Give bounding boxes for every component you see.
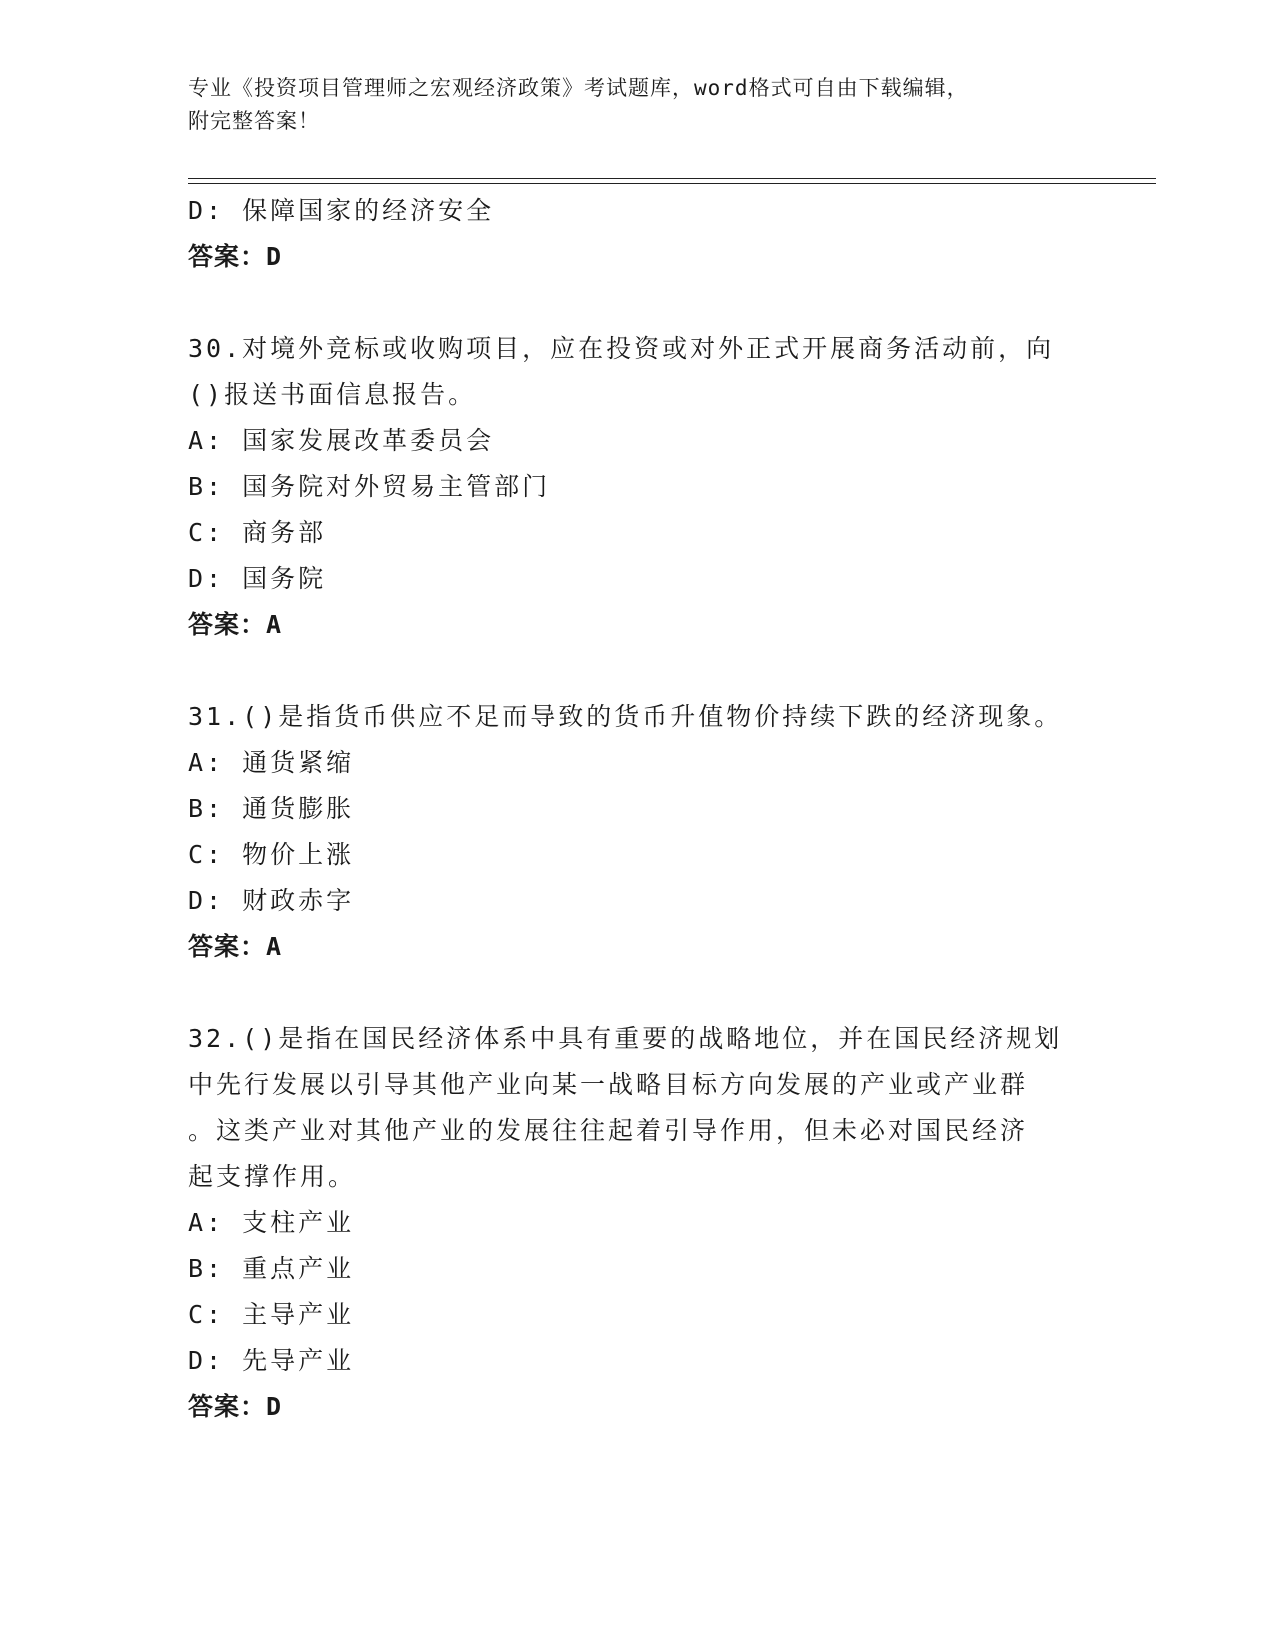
question-29-tail [188,188,1088,280]
header-line-2: 附完整答案！ [188,109,320,133]
option-d: D: 保障国家的经济安全 [188,196,495,225]
question-stem: 起支撑作用。 [188,1162,357,1191]
question-stem: 32.()是指在国民经济体系中具有重要的战略地位，并在国民经济规划 [188,1024,1063,1053]
option-b: B: 通货膨胀 [188,794,355,823]
question-content [188,188,1088,1430]
question-32 [188,1016,1088,1430]
question-stem: 中先行发展以引导其他产业向某一战略目标方向发展的产业或产业群 [188,1070,1029,1099]
answer-line: 答案：D [188,242,283,271]
option-b: B: 重点产业 [188,1254,355,1283]
option-d: D: 先导产业 [188,1346,355,1375]
header-divider-top [188,178,1156,179]
answer-line: 答案：D [188,1392,283,1421]
spacer [188,280,1088,326]
question-stem: ()报送书面信息报告。 [188,380,477,409]
option-d: D: 财政赤字 [188,886,355,915]
option-c: C: 主导产业 [188,1300,355,1329]
option-a: A: 支柱产业 [188,1208,355,1237]
option-b: B: 国务院对外贸易主管部门 [188,472,551,501]
answer-line: 答案：A [188,932,283,961]
question-30 [188,326,1088,648]
option-c: C: 物价上涨 [188,840,355,869]
document-header [188,72,1068,138]
header-divider-bottom [188,183,1156,184]
header-line-1: 专业《投资项目管理师之宏观经济政策》考试题库，word格式可自由下载编辑， [188,76,969,100]
option-d: D: 国务院 [188,564,327,593]
question-31 [188,694,1088,970]
option-c: C: 商务部 [188,518,327,547]
option-a: A: 国家发展改革委员会 [188,426,495,455]
spacer [188,970,1088,1016]
spacer [188,648,1088,694]
question-stem: 31.()是指货币供应不足而导致的货币升值物价持续下跌的经济现象。 [188,702,1063,731]
question-stem: 30.对境外竞标或收购项目，应在投资或对外正式开展商务活动前，向 [188,334,1055,363]
option-a: A: 通货紧缩 [188,748,355,777]
question-stem: 。这类产业对其他产业的发展往往起着引导作用，但未必对国民经济 [188,1116,1029,1145]
answer-line: 答案：A [188,610,283,639]
